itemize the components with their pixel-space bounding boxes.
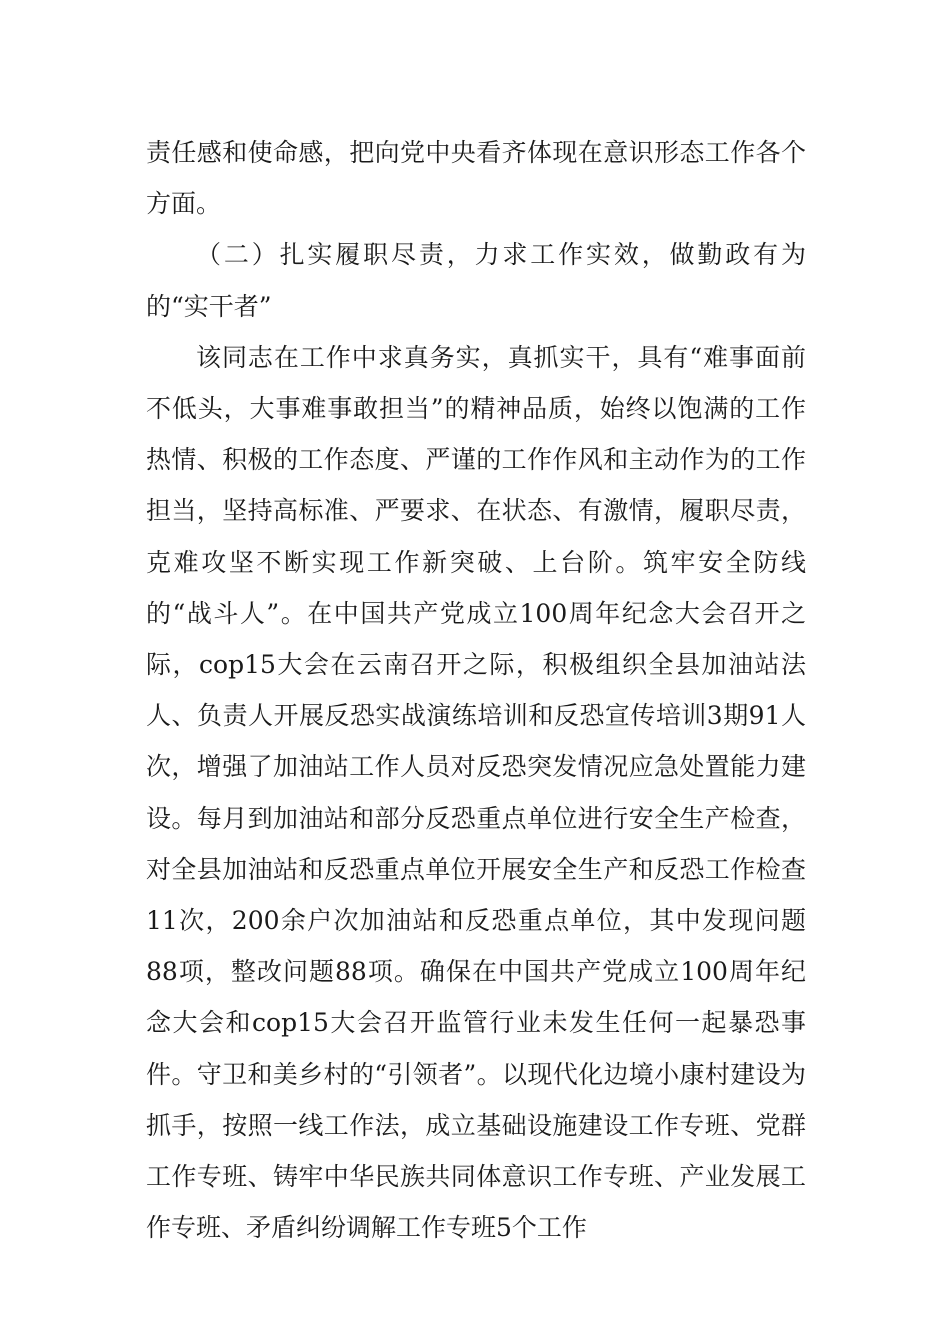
document-body <box>146 127 806 1253</box>
paragraph-body: 该同志在工作中求真务实，真抓实干，具有“难事面前不低头，大事难事敢担当”的精神品质，始终以饱满的工作热情、积极的工作态度、严谨的工作作风和主动作为的工作担当，坚持高标准、严要求、在状态、有激情，履职尽责，克难攻坚不断实现工作新突破、上台阶。筑牢安全防线的“战斗人”。在中国共产党成立100周年纪念大会召开之际，cop15大会在云南召开之际，积极组织全县加油站法人、负责人开展反恐实战演练培训和反恐宣传培训3期91人次，增强了加油站工作人员对反恐突发情况应急处置能力建设。每月到加油站和部分反恐重点单位进行安全生产检查，对全县加油站和反恐重点单位开展安全生产和反恐工作检查11次，200余户次加油站和反恐重点单位，其中发现问题88项，整改问题88项。确保在中国共产党成立100周年纪念大会和cop15大会召开监管行业未发生任何一起暴恐事件。守卫和美乡村的“引领者”。以现代化边境小康村建设为抓手，按照一线工作法，成立基础设施建设工作专班、党群工作专班、铸牢中华民族共同体意识工作专班、产业发展工作专班、矛盾纠纷调解工作专班5个工作 <box>146 342 806 1243</box>
paragraph-continuation: 责任感和使命感，把向党中央看齐体现在意识形态工作各个方面。 <box>146 138 806 219</box>
section-heading: （二）扎实履职尽责，力求工作实效，做勤政有为的“实干者” <box>146 240 806 321</box>
